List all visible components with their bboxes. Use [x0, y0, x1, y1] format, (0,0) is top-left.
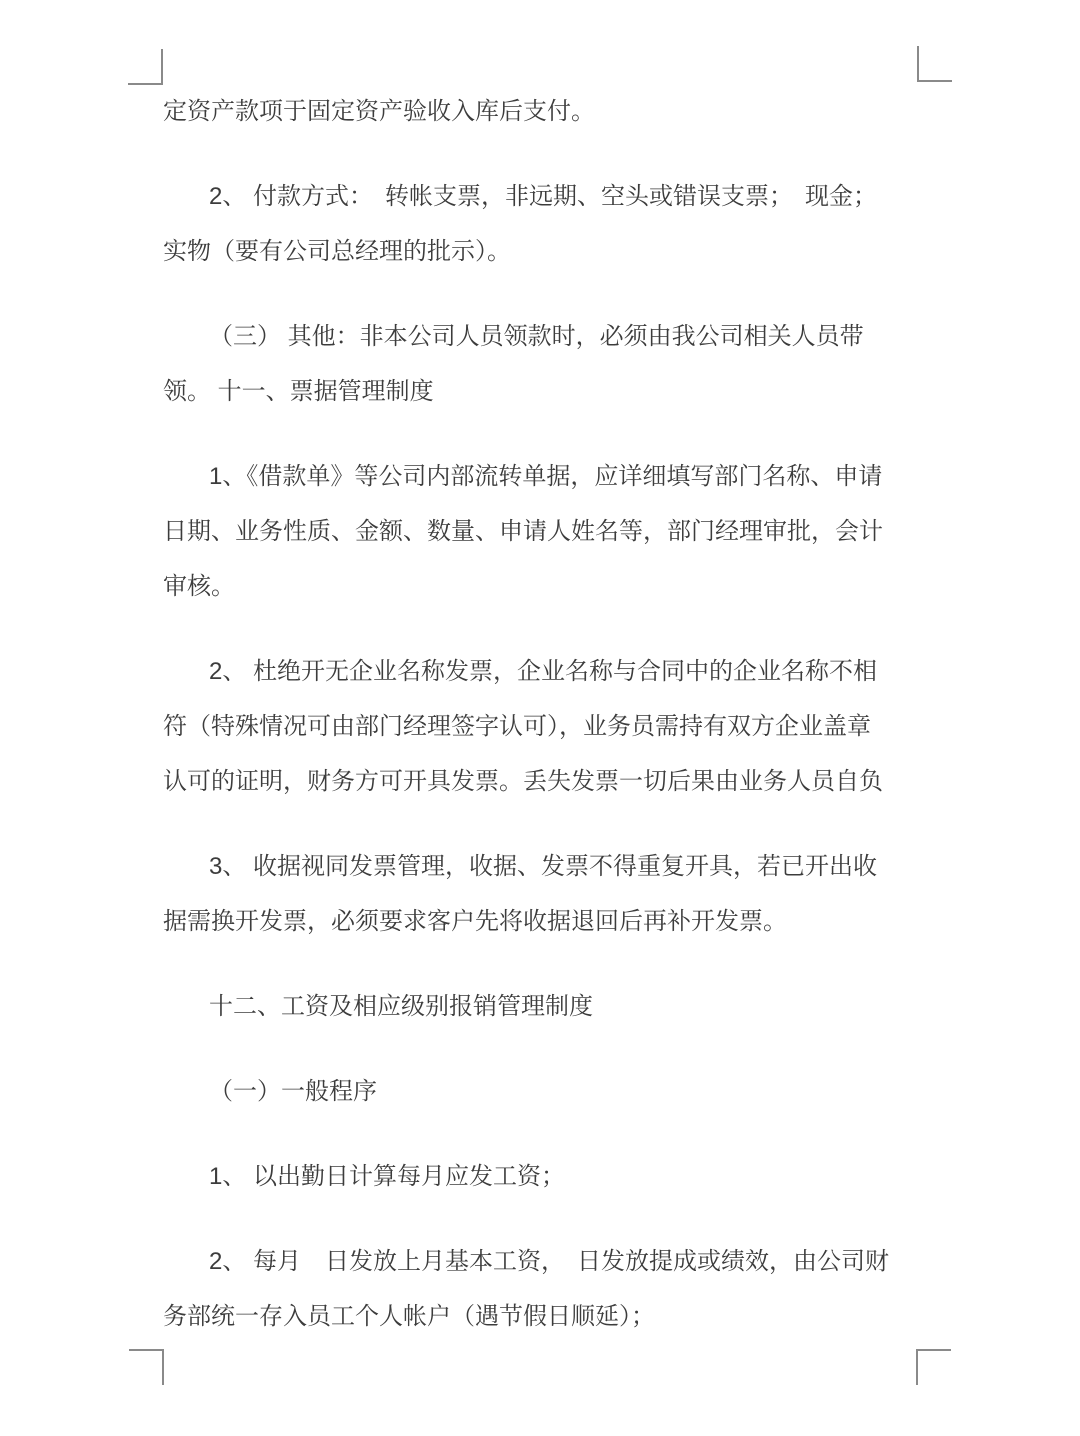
- document-content: [163, 84, 923, 1374]
- text-line: 领。 十一、票据管理制度: [163, 378, 434, 405]
- text-line: 审核。: [163, 573, 235, 600]
- text-line: 据需换开发票，必须要求客户先将收据退回后再补开发票。: [163, 908, 787, 935]
- paragraph: [163, 169, 923, 279]
- text-line: 2、 杜绝开无企业名称发票，企业名称与合同中的企业名称不相: [209, 658, 878, 685]
- paragraph: [163, 1064, 923, 1119]
- text-line: 符（特殊情况可由部门经理签字认可），业务员需持有双方企业盖章: [163, 713, 871, 740]
- text-line: 2、 付款方式： 转帐支票，非远期、空头或错误支票； 现金；: [209, 183, 878, 210]
- text-line: 2、 每月 日发放上月基本工资， 日发放提成或绩效，由公司财: [209, 1248, 890, 1275]
- text-line: 十二、工资及相应级别报销管理制度: [209, 993, 593, 1020]
- crop-mark-top-right: [917, 46, 952, 82]
- text-line: 1、《借款单》等公司内部流转单据，应详细填写部门名称、申请: [209, 463, 883, 490]
- text-line: 认可的证明，财务方可开具发票。丢失发票一切后果由业务人员自负: [163, 768, 883, 795]
- text-line: 日期、业务性质、金额、数量、申请人姓名等，部门经理审批，会计: [163, 518, 883, 545]
- paragraph: [163, 979, 923, 1034]
- text-line: 实物（要有公司总经理的批示）。: [163, 238, 511, 265]
- paragraph: [163, 839, 923, 949]
- text-line: 定资产款项于固定资产验收入库后支付。: [163, 98, 595, 125]
- text-line: 1、 以出勤日计算每月应发工资；: [209, 1163, 566, 1190]
- text-line: 3、 收据视同发票管理，收据、发票不得重复开具，若已开出收: [209, 853, 878, 880]
- crop-mark-top-left: [128, 49, 163, 85]
- text-line: 务部统一存入员工个人帐户（遇节假日顺延）；: [163, 1303, 655, 1330]
- paragraph: [163, 449, 923, 614]
- paragraph: [163, 84, 923, 139]
- paragraph: [163, 1234, 923, 1344]
- paragraph: [163, 309, 923, 419]
- crop-mark-bottom-left: [129, 1349, 164, 1385]
- paragraph: [163, 1149, 923, 1204]
- text-line: （一）一般程序: [209, 1078, 377, 1105]
- paragraph: [163, 644, 923, 809]
- text-line: （三） 其他：非本公司人员领款时，必须由我公司相关人员带: [209, 323, 864, 350]
